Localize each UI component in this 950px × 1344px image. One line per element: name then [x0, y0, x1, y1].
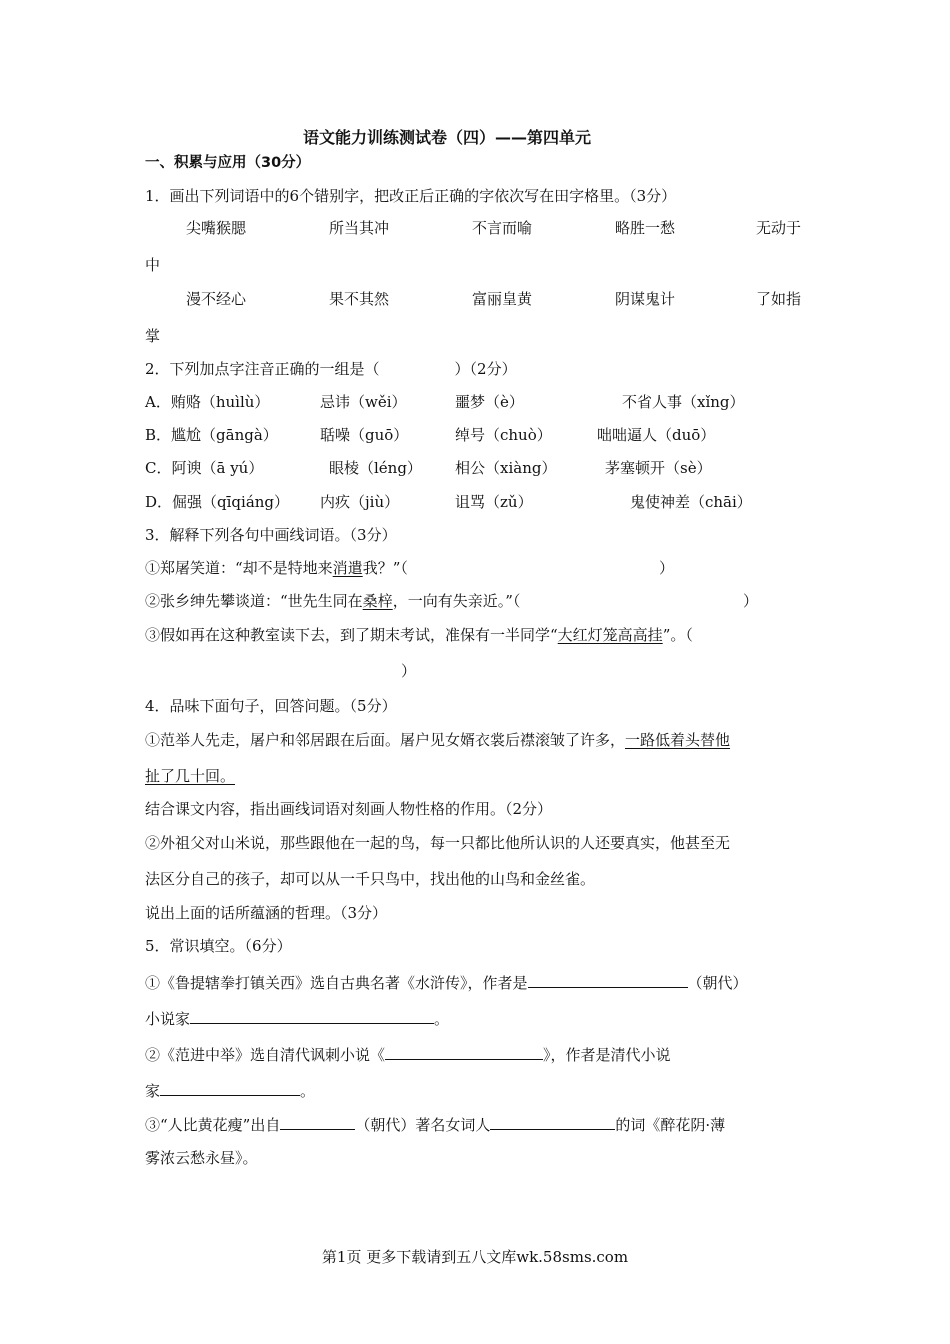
- fill-blank[interactable]: [280, 1112, 355, 1130]
- q2-item: 茅塞顿开（sè）: [605, 459, 712, 477]
- q5-text: ③“人比黄花瘦”出自: [145, 1116, 281, 1134]
- q3-text: ，一向有失亲近。”（: [392, 592, 521, 610]
- section-heading: 一、积累与应用（30分）: [145, 155, 311, 171]
- q3-underlined-term: 消遣: [332, 559, 363, 577]
- q5-item-3-cont: 雾浓云愁永昼》。: [145, 1149, 258, 1167]
- q5-text: 家: [145, 1082, 161, 1100]
- q2-item: 聒噪（guō）: [320, 426, 409, 444]
- q5-text: （朝代）: [687, 974, 748, 992]
- q2-item: 眼棱（léng）: [329, 459, 422, 477]
- q1-word-wrap: 掌: [145, 327, 161, 345]
- q5-text: ②《范进中举》选自清代讽刺小说《: [145, 1046, 386, 1064]
- q1-word: 阴谋鬼计: [615, 290, 676, 308]
- q3-sentence-3: [145, 625, 693, 645]
- q3-text: 我？”（: [362, 559, 408, 577]
- fill-blank[interactable]: [190, 1006, 434, 1024]
- q1-word: 果不其然: [329, 290, 390, 308]
- fill-blank[interactable]: [528, 970, 688, 988]
- q3-answer-paren: ）: [401, 662, 417, 680]
- q5-item-3: [145, 1112, 725, 1135]
- q1-word: 不言而喻: [472, 219, 533, 237]
- q1-word: 所当其冲: [329, 219, 390, 237]
- q5-text: 。: [434, 1010, 450, 1028]
- q4-ask-1: 结合课文内容，指出画线词语对刻画人物性格的作用。（2分）: [145, 800, 553, 818]
- fill-blank[interactable]: [490, 1112, 615, 1130]
- q3-text: ③假如再在这种教室读下去，到了期末考试，准保有一半同学“: [145, 626, 558, 644]
- q5-text: 的词《醉花阴·薄: [615, 1116, 726, 1134]
- q2-item: D．倔强（qīqiáng）: [145, 493, 290, 511]
- q5-item-1: [145, 970, 748, 993]
- q3-sentence-2: [145, 591, 520, 611]
- q4-passage-2: ②外祖父对山米说，那些跟他在一起的鸟，每一只都比他所认识的人还要真实，他甚至无: [145, 834, 731, 852]
- q5-text: （朝代）著名女词人: [355, 1116, 491, 1134]
- q4-passage-1: [145, 730, 730, 750]
- q3-underlined-term: 大红灯笼高高挂: [557, 626, 663, 644]
- q5-text: 。: [300, 1082, 316, 1100]
- q4-stem: 4．品味下面句子，回答问题。（5分）: [145, 697, 397, 715]
- q4-text: ①范举人先走，屠户和邻居跟在后面。屠户见女婿衣裳后襟滚皱了许多，: [145, 731, 626, 749]
- q2-item: 相公（xiàng）: [455, 459, 557, 477]
- q5-text: 》，作者是清代小说: [543, 1046, 671, 1064]
- q2-item: 绰号（chuò）: [455, 426, 552, 444]
- fill-blank[interactable]: [385, 1042, 543, 1060]
- q4-underlined-phrase: 扯了几十回。: [145, 767, 236, 785]
- q5-stem: 5．常识填空。（6分）: [145, 937, 292, 955]
- q3-answer-paren: ）: [743, 592, 759, 610]
- q4-passage-2-cont: 法区分自己的孩子，却可以从一千只鸟中，找出他的山鸟和金丝雀。: [145, 870, 596, 888]
- q3-text: ①郑屠笑道：“却不是特地来: [145, 559, 333, 577]
- page-footer: 第1页 更多下载请到五八文库wk.58sms.com: [321, 1248, 629, 1266]
- q3-text: ②张乡绅先攀谈道：“世先生同在: [145, 592, 363, 610]
- q2-item: 咄咄逼人（duō）: [597, 426, 716, 444]
- q5-item-2-cont: [145, 1078, 315, 1101]
- q3-underlined-term: 桑梓: [362, 592, 393, 610]
- q1-word: 漫不经心: [186, 290, 247, 308]
- q1-word: 尖嘴猴腮: [186, 219, 247, 237]
- q5-item-1-cont: [145, 1006, 449, 1029]
- q2-item: B．尴尬（gāngà）: [145, 426, 278, 444]
- q2-item: 噩梦（è）: [455, 393, 524, 411]
- fill-blank[interactable]: [160, 1078, 300, 1096]
- page-title: 语文能力训练测试卷（四）——第四单元: [303, 128, 592, 147]
- q2-item: 内疚（jiù）: [320, 493, 400, 511]
- q4-passage-1-cont: [145, 766, 235, 786]
- q1-word: 无动于: [756, 219, 802, 237]
- q2-item: 诅骂（zǔ）: [455, 493, 533, 511]
- q4-ask-2: 说出上面的话所蕴涵的哲理。（3分）: [145, 904, 388, 922]
- q3-sentence-1: [145, 558, 408, 578]
- q2-item: 忌讳（wěi）: [320, 393, 407, 411]
- q3-answer-paren: ）: [659, 559, 675, 577]
- q2-item: A．贿赂（huìlù）: [145, 393, 270, 411]
- q1-word: 了如指: [756, 290, 802, 308]
- q3-stem: 3．解释下列各句中画线词语。（3分）: [145, 526, 397, 544]
- q5-text: ①《鲁提辖拳打镇关西》选自古典名著《水浒传》，作者是: [145, 974, 528, 992]
- q1-word: 富丽皇黄: [472, 290, 533, 308]
- q2-item: 不省人事（xǐng）: [622, 393, 745, 411]
- q2-item: 鬼使神差（chāi）: [630, 493, 752, 511]
- q5-item-2: [145, 1042, 671, 1065]
- q5-text: 小说家: [145, 1010, 191, 1028]
- q2-stem: 2．下列加点字注音正确的一组是（ ）（2分）: [145, 360, 517, 378]
- q1-word-wrap: 中: [145, 256, 161, 274]
- q3-text: ”。（: [662, 626, 693, 644]
- q1-word: 略胜一愁: [615, 219, 676, 237]
- q4-underlined-phrase: 一路低着头替他: [625, 731, 731, 749]
- q2-item: C．阿谀（ā yú）: [145, 459, 264, 477]
- q1-stem: 1．画出下列词语中的6个错别字，把改正后正确的字依次写在田字格里。（3分）: [145, 187, 677, 205]
